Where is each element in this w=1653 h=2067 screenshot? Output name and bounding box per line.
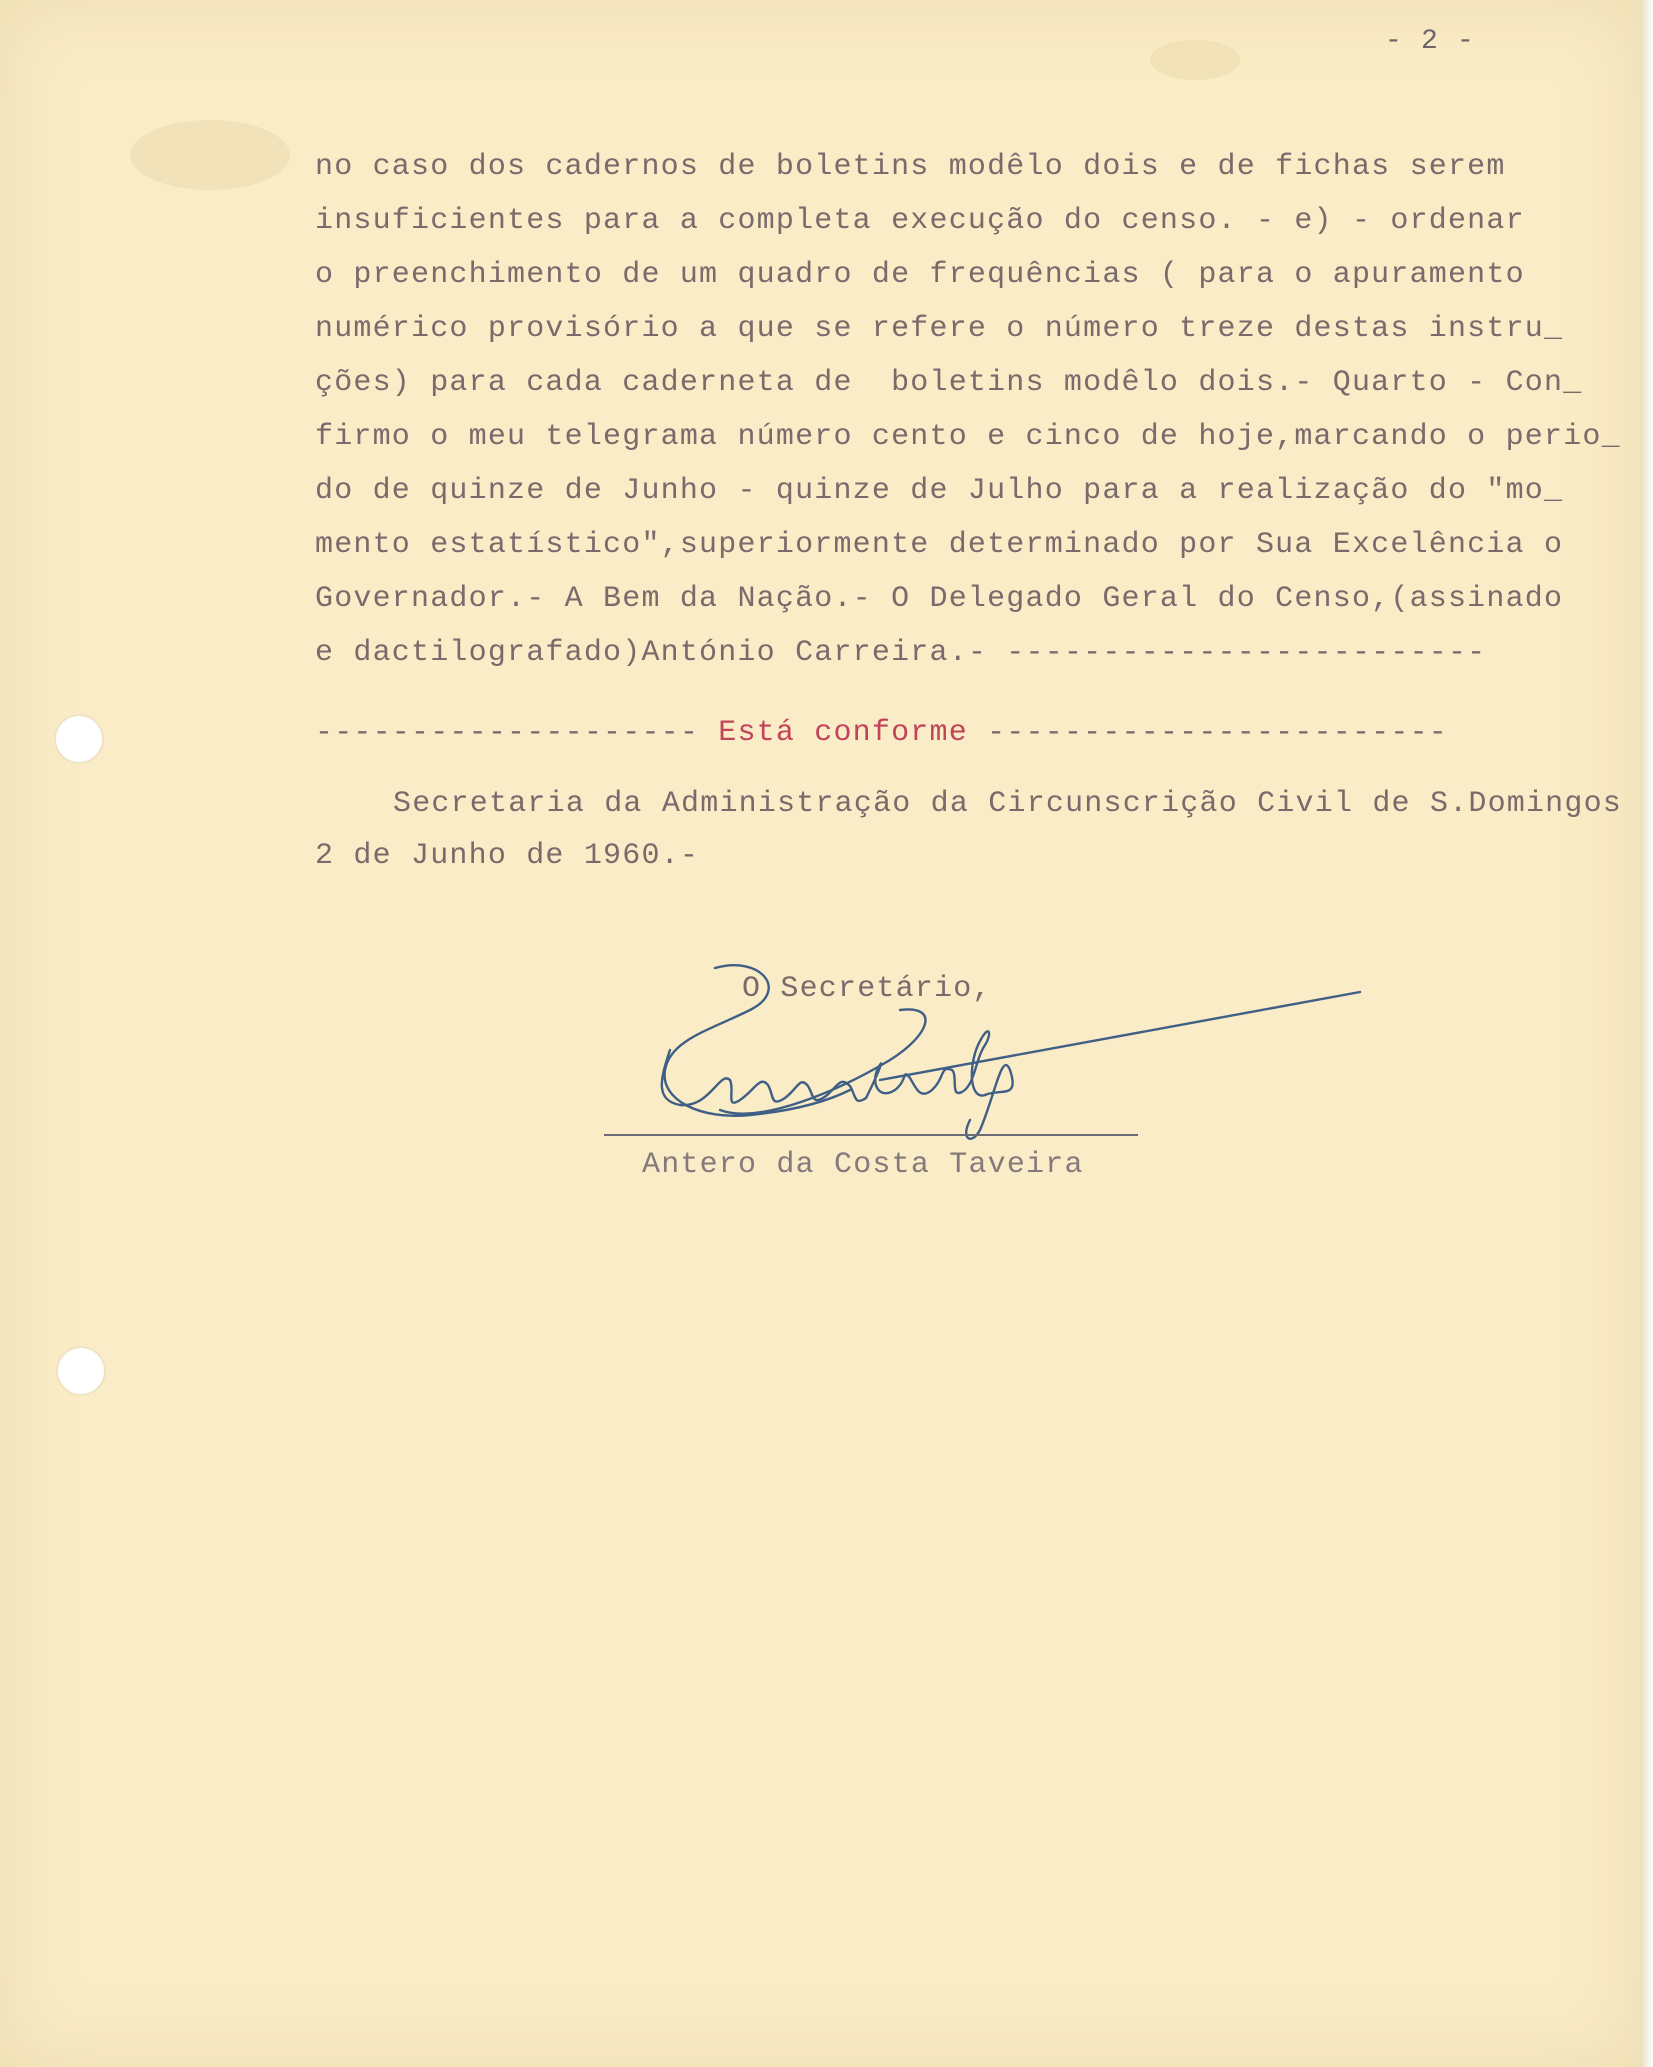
attestation-date: 2 de Junho de 1960.-: [315, 839, 700, 873]
signature-line: [604, 1134, 1138, 1136]
text-line: e dactilografado)António Carreira.- -------------------------: [315, 636, 1487, 670]
text-line: ções) para cada caderneta de boletins modêlo dois.- Quarto - Con_: [315, 366, 1583, 400]
signer-name: Antero da Costa Taveira: [642, 1148, 1084, 1182]
paper-stain: [1150, 40, 1240, 80]
handwritten-signature: [640, 950, 1370, 1150]
text-line: firmo o meu telegrama número cento e cinco de hoje,marcando o perio_: [315, 420, 1621, 454]
page-edge: [1640, 0, 1653, 2067]
paper-stain: [130, 120, 290, 190]
text-line: o preenchimento de um quadro de frequências ( para o apuramento: [315, 258, 1525, 292]
text-line: Governador.- A Bem da Nação.- O Delegado Geral do Censo,(assinado: [315, 582, 1564, 616]
secretary-title: O Secretário,: [742, 972, 992, 1006]
conformity-label: Está conforme: [718, 716, 968, 750]
text-line: numérico provisório a que se refere o número treze destas instru_: [315, 312, 1564, 346]
conformity-dashes-left: --------------------: [315, 716, 719, 750]
attestation-office: Secretaria da Administração da Circunscrição Civil de S.Domingos: [393, 787, 1622, 821]
body-paragraph: [315, 140, 1645, 680]
punch-hole: [58, 1348, 104, 1394]
punch-hole: [56, 716, 102, 762]
text-line: insuficientes para a completa execução do censo. - e) - ordenar: [315, 204, 1525, 238]
page-number: - 2 -: [1385, 26, 1476, 57]
conformity-line: [315, 706, 1448, 760]
conformity-dashes-right: ------------------------: [967, 716, 1448, 750]
text-line: do de quinze de Junho - quinze de Julho para a realização do "mo_: [315, 474, 1564, 508]
attestation-block: [315, 778, 1645, 882]
text-line: mento estatístico",superiormente determinado por Sua Excelência o: [315, 528, 1564, 562]
text-line: no caso dos cadernos de boletins modêlo dois e de fichas serem: [315, 150, 1506, 184]
